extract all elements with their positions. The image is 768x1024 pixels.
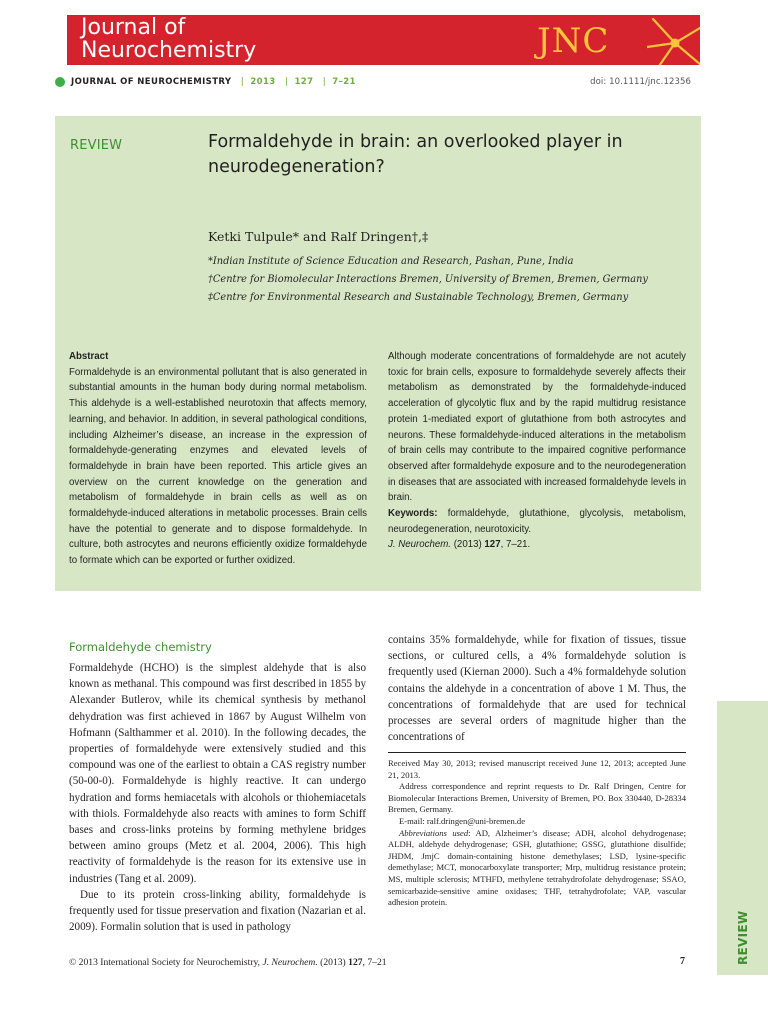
abstract-text-left: Formaldehyde is an environmental pollutant that is also generated in substantial amounts in the human body during normal metabolism. This aldehyde is a well-established neurotoxin that affects memory, learning, and behavior. In addition, in several pathological conditions, including Alzheimer’s disease, an increase in the expression of formaldehyde-generating enzymes and elevated levels of formaldehyde in brain have been reported. This article gives an overview on the current knowledge on the generation and metabolism of formaldehyde in brain cells as well as on formaldehyde-induced alterations in metabolic processes. Brain cells have the potential to generate and to dispose formaldehyde. In culture, both astrocytes and neurons efficiently oxidize formaldehyde to formate which can be exported or further oxidized. bbox=[69, 366, 367, 567]
affiliation-3: ‡Centre for Environmental Research and Sustainable Technology, Bremen, Germany bbox=[208, 292, 629, 303]
body-right-column bbox=[388, 632, 686, 745]
author-list: Ketki Tulpule* and Ralf Dringen†,‡ bbox=[208, 229, 429, 244]
footer-year: (2013) bbox=[320, 957, 346, 968]
page-footer bbox=[69, 957, 387, 968]
journal-name-line2: Neurochemistry bbox=[81, 38, 257, 63]
neuron-star-icon bbox=[647, 15, 700, 65]
journal-name bbox=[81, 16, 256, 62]
affiliation-2: †Centre for Biomolecular Interactions Bremen, University of Bremen, Bremen, Germany bbox=[208, 274, 648, 285]
article-header-box bbox=[55, 116, 701, 591]
abstract-text-right: Although moderate concentrations of formaldehyde are not acutely toxic for brain cells, exposure to formaldehyde severely affects their metabolism as demonstrated by the formaldehyde-induced acceleration of glycolytic flux and by the rapid multidrug resistance protein 1-mediated export of glutathione from both astrocytes and neurons. These formaldehyde-induced alterations in the metabolism of brain cells may contribute to the impaired cognitive performance observed after formaldehyde exposure and to the neurodegeneration in diseases that are associated with increased formaldehyde levels in brain. bbox=[388, 351, 686, 504]
citation-pages: 7–21. bbox=[505, 539, 531, 551]
meta-separator: | bbox=[284, 77, 289, 87]
body-paragraph-2: Due to its protein cross-linking ability, formaldehyde is frequently used for tissue preservation and fixation (Nazarian et al. 2009). Formalin solution that is used in pathology bbox=[69, 888, 366, 934]
article-title-line1: Formaldehyde in brain: an overlooked player in bbox=[208, 132, 623, 152]
abstract-citation: J. Neurochem. (2013) 127, 7–21. bbox=[388, 539, 531, 551]
address-note: Address correspondence and reprint requests to Dr. Ralf Dringen, Centre for Biomolecular Interactions Bremen, University of Bremen, PO. Box 330440, D-28334 Bremen, Germany. bbox=[388, 781, 686, 815]
journal-banner bbox=[67, 15, 700, 65]
green-dot-icon bbox=[55, 77, 65, 87]
article-title bbox=[208, 130, 678, 180]
abbreviations-text: : AD, Alzheimer’s disease; ADH, alcohol dehydrogenase; ALDH, aldehyde dehydrogenase; GSH, glutathione; GSSG, glutathione disulfide; JHDM, JmjC domain-containing histone demethylases; LSD, lysine-specific demethylase; MCT, monocarboxylate transporter; Mrp, multidrug resistance protein; MS, multiple sclerosis; MTHFD, methylene tetrahydrofolate dehydrogenase; SSAO, semicarbazide-sensitive amine oxidases; THF, tetrahydrofolate; VAP, vascular adhesion protein. bbox=[388, 827, 686, 908]
jnc-logo bbox=[537, 19, 692, 63]
jnc-logo-text: JNC bbox=[537, 21, 610, 61]
meta-separator: | bbox=[322, 77, 327, 87]
section-heading: Formaldehyde chemistry bbox=[69, 640, 212, 654]
meta-journal bbox=[71, 75, 356, 89]
side-section-tab bbox=[717, 701, 768, 975]
page-number: 7 bbox=[680, 956, 685, 967]
footer-volume: 127 bbox=[348, 957, 363, 968]
article-type-label: REVIEW bbox=[70, 138, 123, 153]
citation-meta-line bbox=[55, 75, 691, 89]
meta-separator: | bbox=[240, 77, 245, 87]
abstract-heading: Abstract bbox=[69, 351, 109, 362]
abstract-right-column bbox=[388, 349, 686, 553]
abbreviations-note bbox=[388, 828, 686, 909]
doi-link[interactable]: doi: 10.1111/jnc.12356 bbox=[590, 77, 691, 87]
received-note: Received May 30, 2013; revised manuscript received June 12, 2013; accepted June 21, 2013. bbox=[388, 758, 686, 780]
journal-name-line1: Journal of bbox=[81, 15, 186, 40]
body-paragraph-3: contains 35% formaldehyde, while for fixation of tissues, tissue sections, or cultured cells, a 4% formaldehyde solution is frequently used (Kiernan 2000). Such a 4% formaldehyde solution contains the aldehyde in a concentration of above 1 M. Thus, the concentrations of formaldehyde that are used for technical processes are several orders of magnitude higher than the concentrations of bbox=[388, 634, 686, 744]
side-tab-label: REVIEW bbox=[736, 910, 750, 965]
abbreviations-label: Abbreviations used bbox=[399, 827, 469, 838]
copyright-text: © 2013 International Society for Neurochemistry, bbox=[69, 957, 261, 968]
footnotes bbox=[388, 758, 686, 909]
meta-year: 2013 bbox=[250, 77, 276, 87]
footnote-divider bbox=[388, 752, 686, 753]
meta-volume: 127 bbox=[294, 77, 314, 87]
meta-journal-name: JOURNAL OF NEUROCHEMISTRY bbox=[71, 77, 232, 87]
keywords-label: Keywords: bbox=[388, 508, 438, 520]
email-note[interactable]: E-mail: ralf.dringen@uni-bremen.de bbox=[399, 815, 526, 826]
body-left-column bbox=[69, 660, 366, 935]
article-title-line2: neurodegeneration? bbox=[208, 157, 385, 177]
abstract-left-column bbox=[69, 349, 367, 569]
affiliation-1: *Indian Institute of Science Education and Research, Pashan, Pune, India bbox=[208, 256, 574, 267]
footer-pages: , 7–21 bbox=[362, 957, 387, 968]
citation-year: (2013) bbox=[453, 539, 482, 551]
footer-journal: J. Neurochem. bbox=[262, 957, 318, 968]
citation-journal: J. Neurochem. bbox=[388, 539, 451, 551]
keywords-text: formaldehyde, glutathione, glycolysis, metabolism, neurodegeneration, neurotoxicity. bbox=[388, 508, 686, 535]
keywords-line bbox=[388, 506, 686, 537]
body-paragraph-1: Formaldehyde (HCHO) is the simplest aldehyde that is also known as methanal. This compound was first described in 1855 by Alexander Butlerov, while its chemical synthesis by methanol dehydration was first achieved in 1867 by August Wilhelm von Hofmann (Salthammer et al. 2010). In the following decades, the properties of formaldehyde were extensively studied and this compound was one of the earliest to obtain a CAS registry number (50-00-0). Formaldehyde is highly reactive. It can undergo hydration and forms hemiacetals with alcohols or thiohemiacetals with thiols. Formaldehyde also reacts with amines to form Schiff bases and cross-links proteins by forming methylene bridges between amino groups (Metz et al. 2004, 2006). This high reactivity of formaldehyde is the reason for its extensive use in industries (Tang et al. 2009). bbox=[69, 662, 366, 885]
meta-pages: 7–21 bbox=[332, 77, 356, 87]
citation-volume: 127 bbox=[484, 539, 501, 551]
